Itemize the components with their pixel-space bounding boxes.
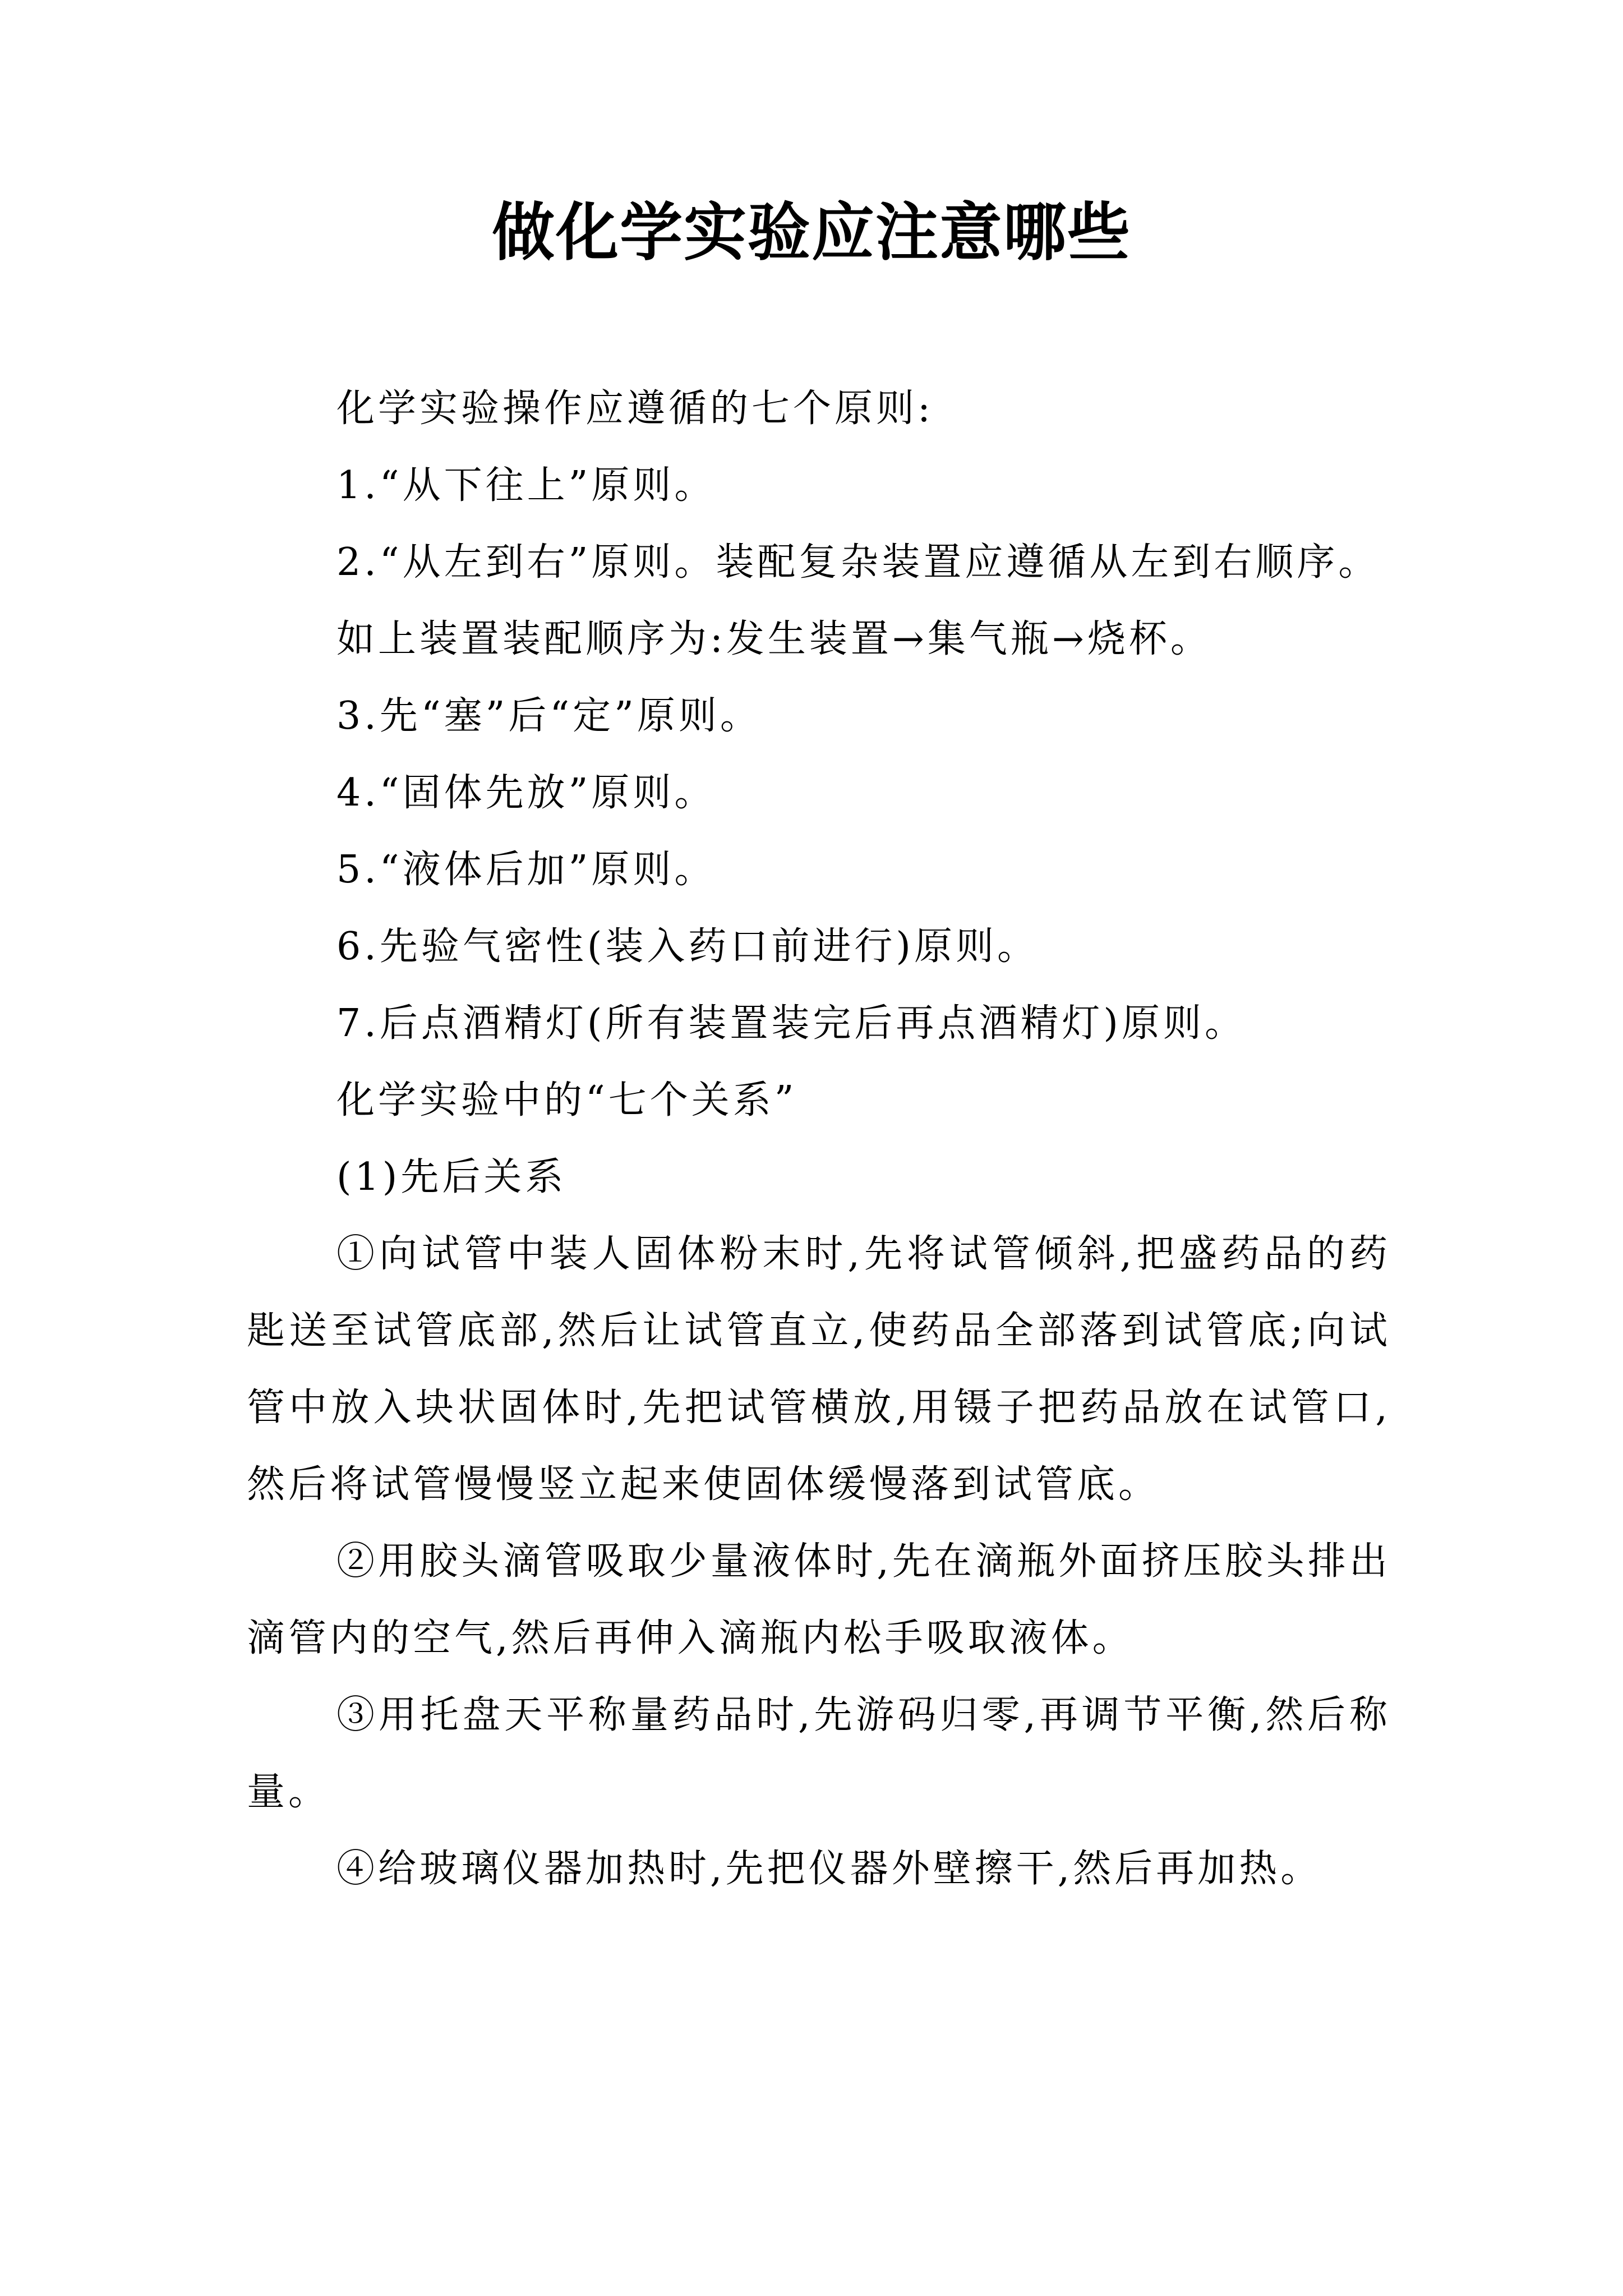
- document-title: 做化学实验应注意哪些: [492, 196, 1131, 269]
- paragraph: 7.后点酒精灯(所有装置装完后再点酒精灯)原则。: [336, 1001, 1246, 1046]
- paragraph: 如上装置装配顺序为:发生装置→集气瓶→烧杯。: [336, 617, 1212, 661]
- paragraph: 化学实验中的“七个关系”: [336, 1078, 797, 1122]
- paragraph: ①向试管中装人固体粉末时,先将试管倾斜,把盛药品的药匙送至试管底部,然后让试管直立,使药品全部落到试管底;向试管中放入块状固体时,先把试管横放,用镊子把药品放在试管口,然后将试管慢慢竖立起来使固体缓慢落到试管底。: [247, 1232, 1391, 1507]
- paragraph: 4.“固体先放”原则。: [336, 771, 716, 815]
- paragraph: ④给玻璃仪器加热时,先把仪器外壁擦干,然后再加热。: [336, 1847, 1322, 1891]
- paragraph: ②用胶头滴管吸取少量液体时,先在滴瓶外面挤压胶头排出滴管内的空气,然后再伸入滴瓶内松手吸取液体。: [247, 1539, 1391, 1660]
- paragraph: (1)先后关系: [336, 1155, 567, 1199]
- paragraph: 1.“从下往上”原则。: [336, 463, 716, 508]
- paragraph: ③用托盘天平称量药品时,先游码归零,再调节平衡,然后称量。: [247, 1693, 1391, 1814]
- paragraph: 2.“从左到右”原则。装配复杂装置应遵循从左到右顺序。: [336, 540, 1380, 585]
- paragraph: 6.先验气密性(装入药口前进行)原则。: [336, 924, 1039, 969]
- paragraph: 化学实验操作应遵循的七个原则:: [336, 386, 934, 431]
- paragraph: 3.先“塞”后“定”原则。: [336, 694, 762, 738]
- paragraph: 5.“液体后加”原则。: [336, 848, 716, 892]
- document-body: [247, 370, 1391, 1907]
